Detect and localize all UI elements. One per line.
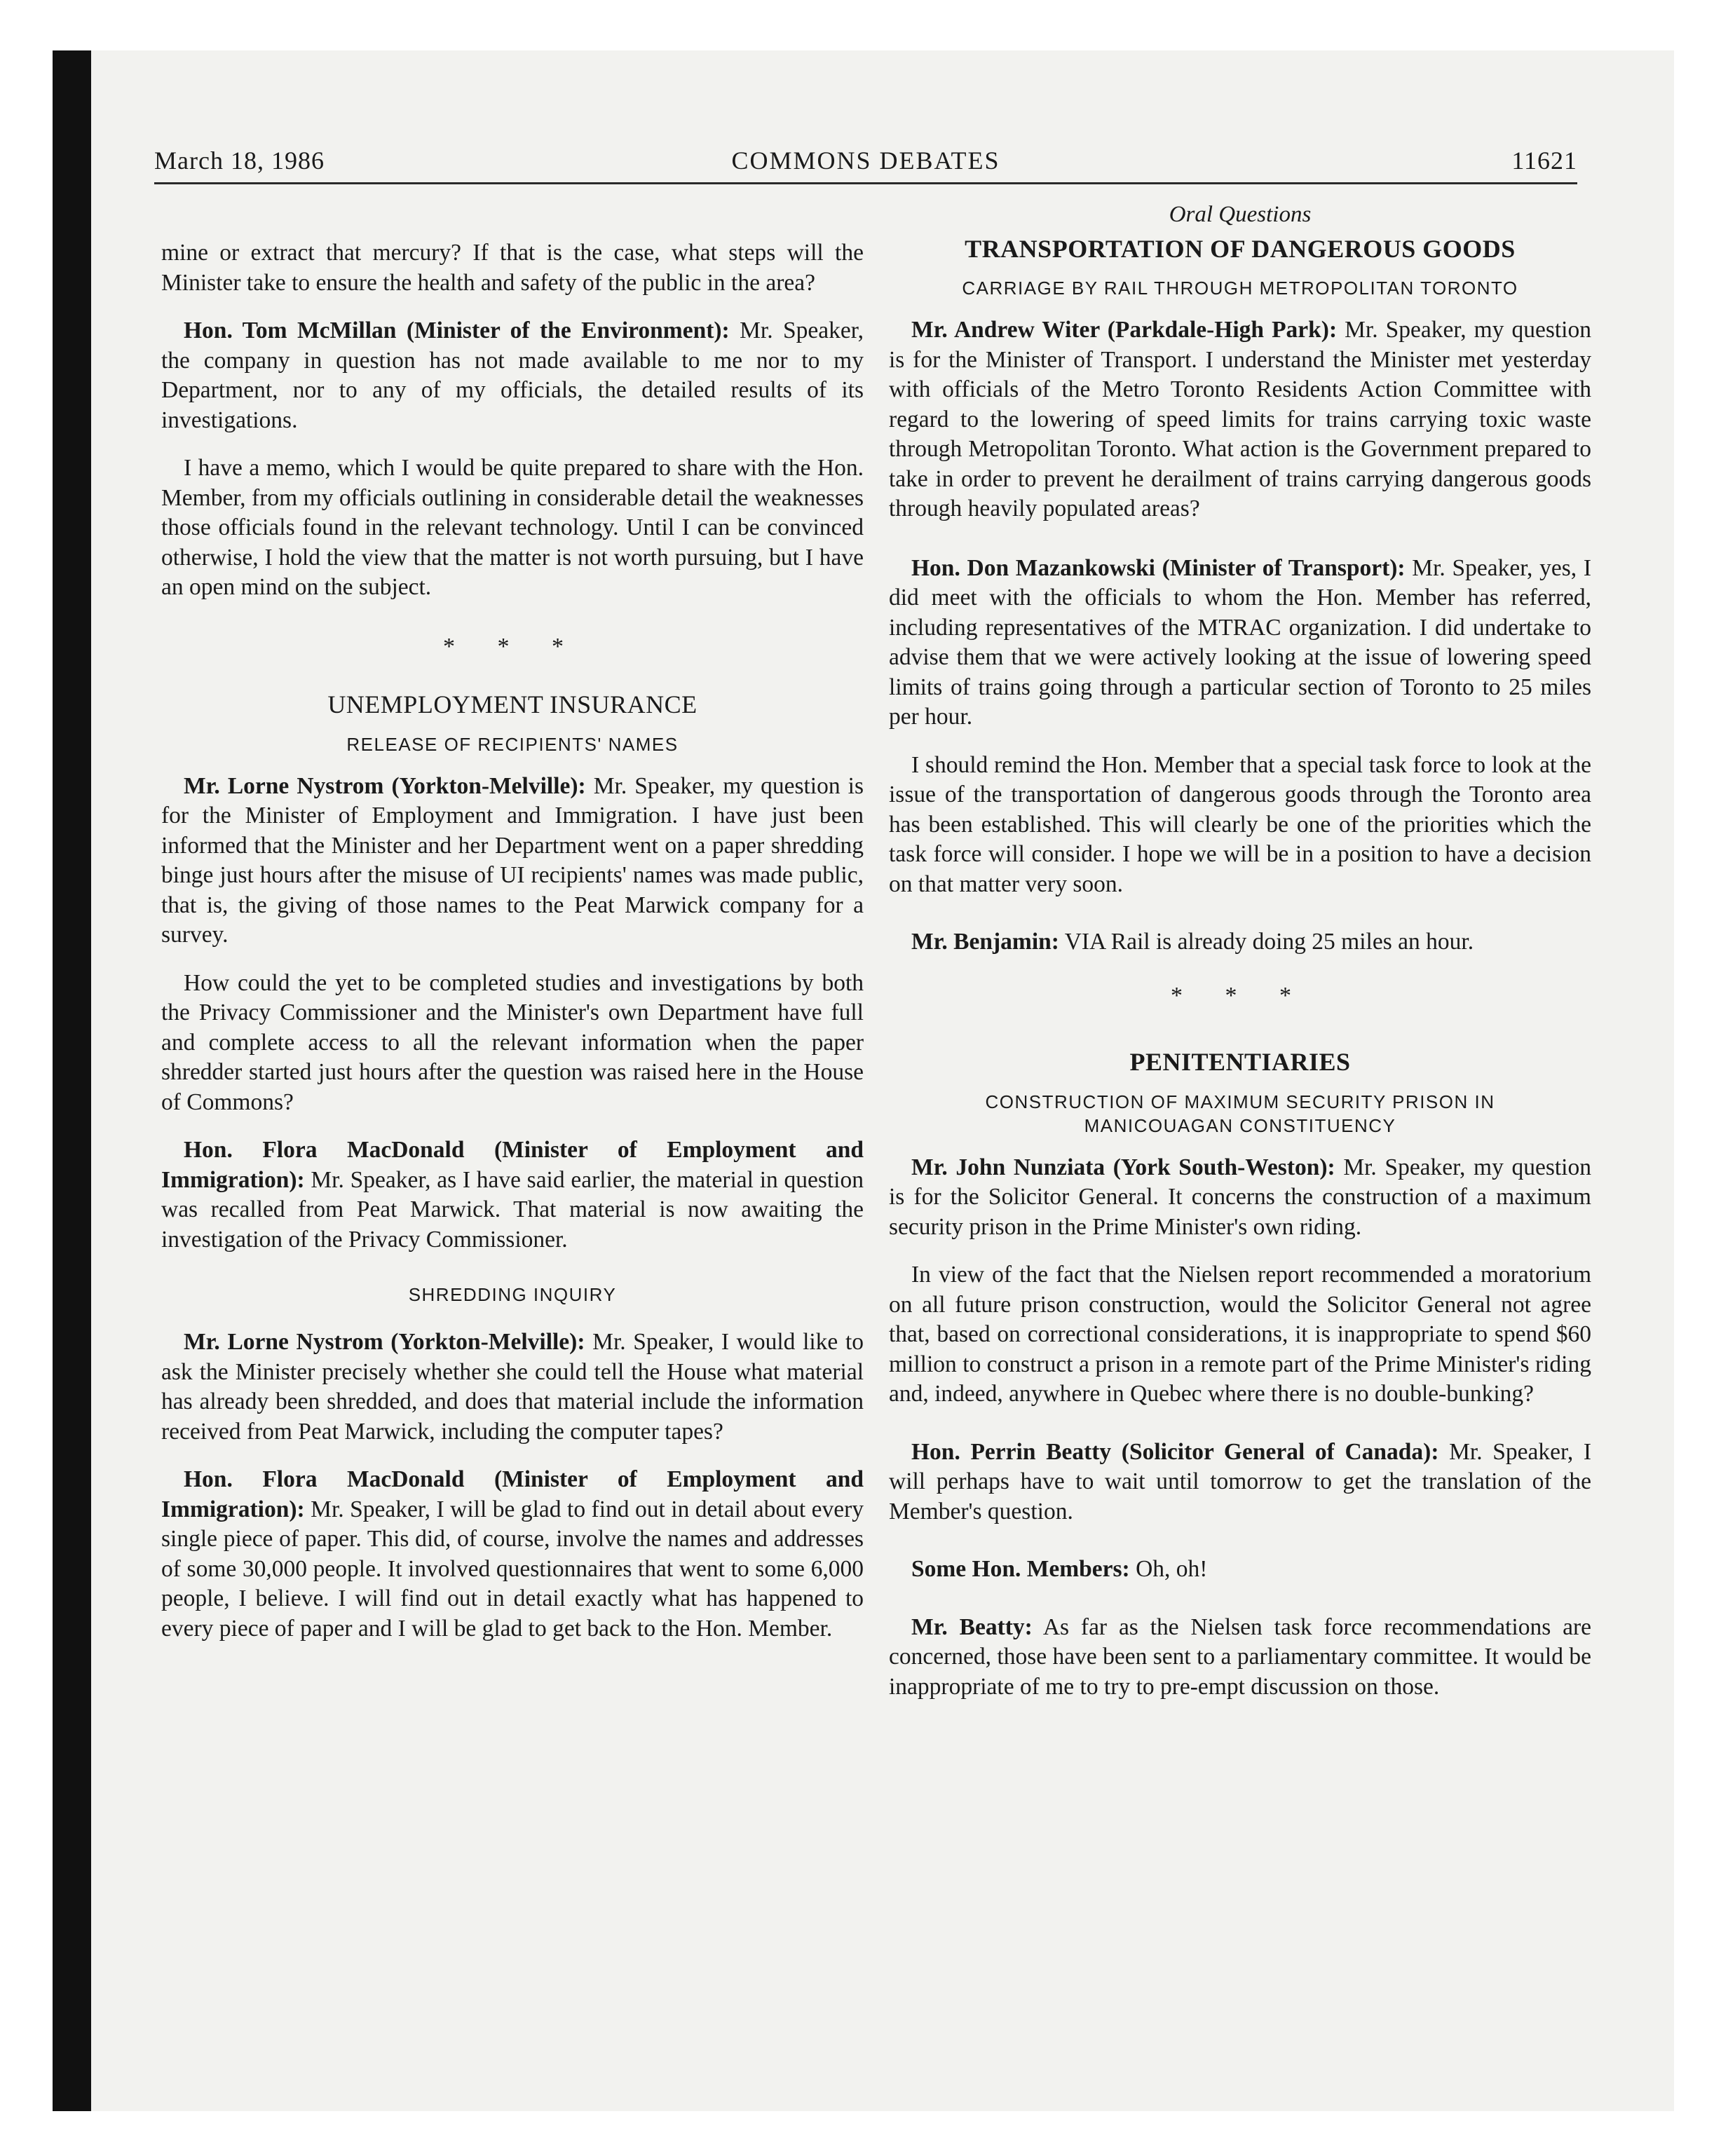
section-divider: * * * xyxy=(443,633,582,660)
paragraph xyxy=(889,1555,1591,1585)
paragraph: I have a memo, which I would be quite prepared to share with the Hon. Member, from my officials outlining in considerable detail the weaknesses those officials found in the relevant technology. Until I can be convinced otherwise, I hold the view that the matter is not worth pursuing, but I have an open mind on the subject. xyxy=(161,455,864,600)
speaker-name: Mr. John Nunziata (York South-Weston): xyxy=(911,1154,1335,1180)
speaker-name: Mr. Lorne Nystrom (Yorkton-Melville): xyxy=(184,772,586,799)
speech-text: Mr. Speaker, my question is for the Minister of Transport. I understand the Minister met yesterday with officials of the Metro Toronto Residents Action Committee with regard to the lowering of speed limits for trains carrying toxic waste through Metropolitan Toronto. What action is the Government prepared to take in order to prevent he derailment of trains carrying dangerous goods through heavily populated areas? xyxy=(889,317,1591,521)
paragraph xyxy=(161,1135,864,1255)
subheading-line: MANICOUAGAN CONSTITUENCY xyxy=(1084,1114,1396,1136)
speaker-name: Hon. Flora MacDonald (Minister of Employment and Immigration): xyxy=(161,1466,864,1522)
speech-text: Oh, oh! xyxy=(1129,1556,1208,1582)
speech-text: Mr. Speaker, the company in question has not made available to me nor to my Department, nor to any of my officials, the detailed results of its investigations. xyxy=(161,318,864,433)
speech-text: Mr. Speaker, my question is for the Solicitor General. It concerns the construction of a maximum security prison in the Prime Minister's own riding. xyxy=(889,1154,1591,1240)
speech-text: Mr. Speaker, my question is for the Minister of Employment and Immigration. I have just been informed that the Minister and her Department went on a paper shredding binge just hours after the misuse of UI recipients' names was made public, that is, the giving of those names to the Peat Marwick company for a survey. xyxy=(161,772,864,948)
page-header xyxy=(154,146,1577,184)
paragraph xyxy=(889,927,1591,957)
paragraph xyxy=(889,315,1591,524)
subheading-line: CONSTRUCTION OF MAXIMUM SECURITY PRISON IN xyxy=(985,1091,1495,1112)
paragraph xyxy=(161,1328,864,1447)
section-heading: TRANSPORTATION OF DANGEROUS GOODS xyxy=(965,234,1516,263)
paragraph: I should remind the Hon. Member that a special task force to look at the issue of the transportation of dangerous goods through the Toronto area has been established. This will clearly be one of the priorities which the task force will consider. I hope we will be in a position to have a decision on that matter very soon. xyxy=(889,751,1591,897)
speech-text: Mr. Speaker, I will be glad to find out in detail about every single piece of paper. This did, of course, involve the names and addresses of some 30,000 people. It involved questionnaires that went to some 6,000 people, I believe. I will find out in detail exactly what has happened to every piece of paper and I will be glad to get back to the Hon. Member. xyxy=(161,1496,864,1642)
section-subheading: SHREDDING INQUIRY xyxy=(408,1284,617,1305)
speaker-name: Mr. Lorne Nystrom (Yorkton-Melville): xyxy=(184,1329,585,1355)
speaker-name: Mr. Beatty: xyxy=(911,1613,1033,1640)
section-subheading: CARRIAGE BY RAIL THROUGH METROPOLITAN TORONTO xyxy=(962,278,1518,299)
speaker-name: Hon. Flora MacDonald (Minister of Employment and Immigration): xyxy=(161,1137,864,1193)
header-date: March 18, 1986 xyxy=(154,146,325,175)
section-divider: * * * xyxy=(1171,982,1309,1009)
paragraph: How could the yet to be completed studies and investigations by both the Privacy Commissioner and the Minister's own Department have full and complete access to all the relevant information when the paper shredder started just hours after the question was raised here in the House of Commons? xyxy=(161,969,864,1115)
paragraph xyxy=(889,554,1591,732)
speech-text: Mr. Speaker, I will perhaps have to wait until tomorrow to get the translation of the Member's question. xyxy=(889,1438,1591,1524)
speech-text: Mr. Speaker, I would like to ask the Minister precisely whether she could tell the House what material has already been shredded, and does that material include the information received from Peat Marwick, including the computer tapes? xyxy=(161,1329,864,1445)
paragraph xyxy=(889,1438,1591,1527)
paragraph xyxy=(161,316,864,435)
paragraph xyxy=(161,1465,864,1644)
speech-text: Mr. Speaker, as I have said earlier, the material in question was recalled from Peat Marwick. That material is now awaiting the investigation of the Privacy Commissioner. xyxy=(161,1166,864,1253)
speaker-name: Hon. Perrin Beatty (Solicitor General of Canada): xyxy=(911,1438,1439,1465)
speaker-name: Some Hon. Members: xyxy=(911,1556,1130,1582)
speech-text: Mr. Speaker, yes, I did meet with the officials to whom the Hon. Member has referred, including representatives of the MTRAC organization. I did undertake to advise them that we were actively looking at the issue of lowering speed limits of trains going through a particular section of Toronto to 25 miles per hour. xyxy=(889,554,1591,730)
right-column xyxy=(889,200,1591,1720)
left-column xyxy=(161,238,864,1662)
scan-binding-edge xyxy=(53,50,91,2111)
section-heading: PENITENTIARIES xyxy=(1129,1048,1351,1076)
paragraph xyxy=(889,1613,1591,1703)
section-heading: UNEMPLOYMENT INSURANCE xyxy=(327,690,698,718)
section-subheading: RELEASE OF RECIPIENTS' NAMES xyxy=(346,733,679,755)
running-heading: Oral Questions xyxy=(1169,202,1312,227)
paragraph: In view of the fact that the Nielsen report recommended a moratorium on all future prison construction, would the Solicitor General not agree that, based on correctional considerations, it is inappropriate to spend $60 million to construct a prison in a remote part of the Prime Minister's riding and, indeed, anywhere in Quebec where there is no double-bunking? xyxy=(889,1262,1591,1407)
paragraph xyxy=(889,1153,1591,1243)
speaker-name: Mr. Benjamin: xyxy=(911,929,1059,955)
header-title: COMMONS DEBATES xyxy=(731,146,1000,175)
paragraph xyxy=(161,772,864,950)
speaker-name: Mr. Andrew Witer (Parkdale-High Park): xyxy=(911,317,1338,343)
header-page-number: 11621 xyxy=(1511,146,1577,175)
speaker-name: Hon. Don Mazankowski (Minister of Transport): xyxy=(911,554,1406,581)
section-subheading xyxy=(889,1090,1591,1138)
speech-text: VIA Rail is already doing 25 miles an hour. xyxy=(1059,929,1474,955)
paragraph: mine or extract that mercury? If that is the case, what steps will the Minister take to ensure the health and safety of the public in the area? xyxy=(161,240,864,296)
speech-text: As far as the Nielsen task force recommendations are concerned, those have been sent to a parliamentary committee. It would be inappropriate of me to try to pre-empt discussion on those. xyxy=(889,1613,1592,1700)
speaker-name: Hon. Tom McMillan (Minister of the Environment): xyxy=(184,318,730,343)
